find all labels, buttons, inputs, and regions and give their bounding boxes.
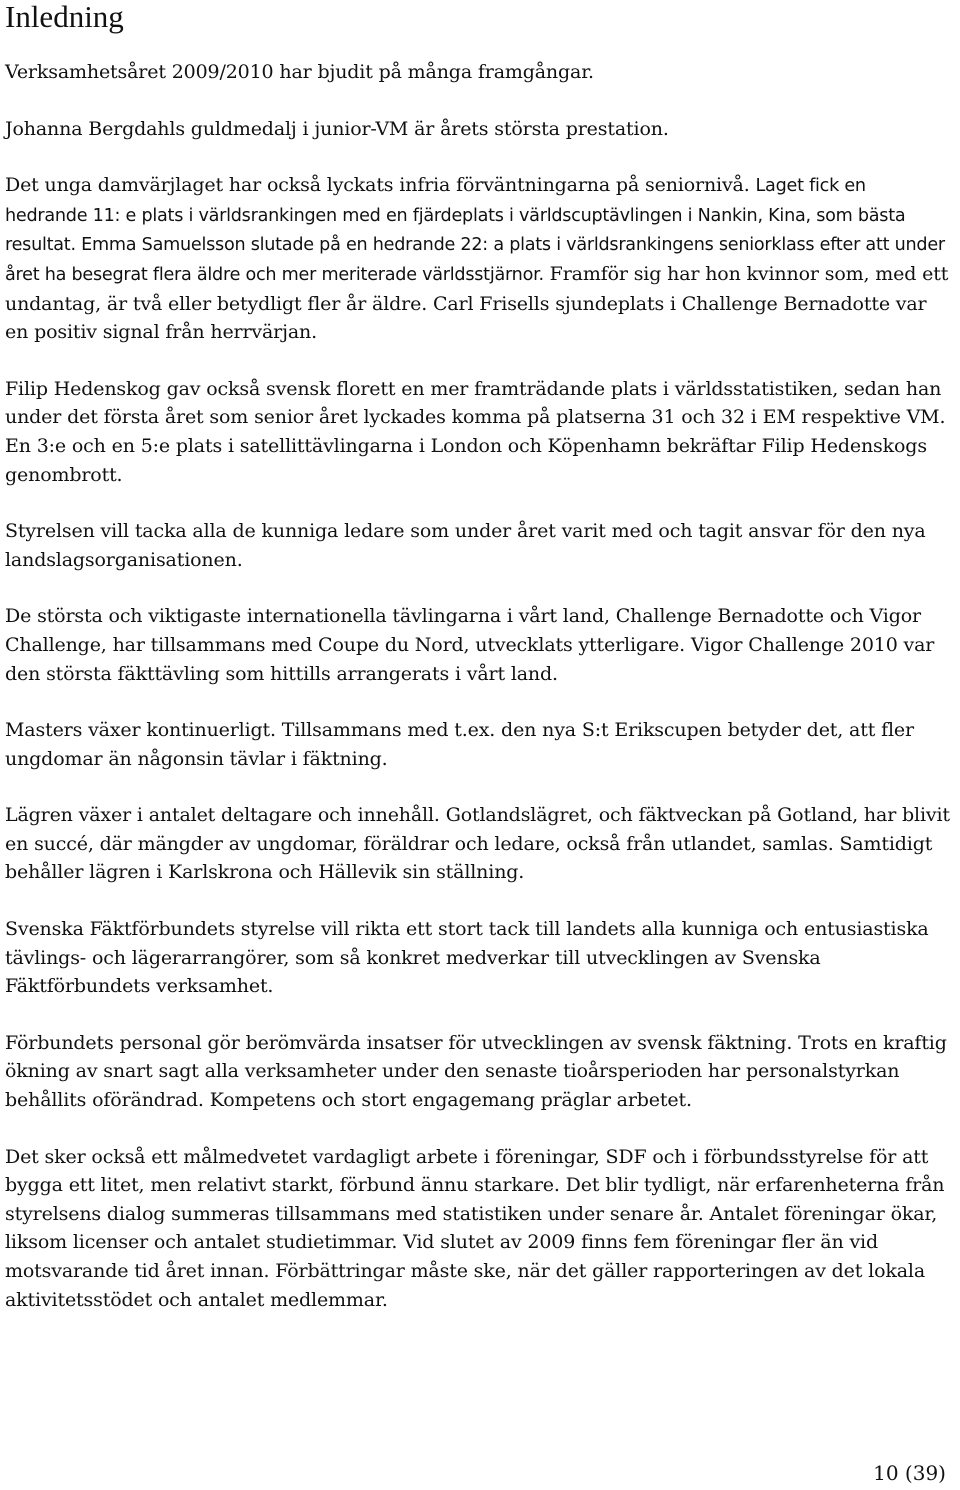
paragraph-filip-hedenskog: Filip Hedenskog gav också svensk florett en mer framträdande plats i världsstatistiken, sedan han under det första året som senior året lyckades komma på platserna 31 och 32 i EM respektive VM. En 3:e och en 5:e plats i satellittävlingarna i London och Köpenhamn bekräftar Filip Hedenskogs genombrott. [5,377,946,486]
paragraph-intro: Verksamhetsåret 2009/2010 har bjudit på många framgångar. [5,61,594,83]
paragraph-masters: Masters växer kontinuerligt. Tillsammans med t.ex. den nya S:t Erikscupen betyder det, att fler ungdomar än någonsin tävlar i fäktning. [5,719,914,770]
paragraph-johanna: Johanna Bergdahls guldmedalj i junior-VM är årets största prestation. [5,117,669,140]
paragraph-styrelsen-tack: Styrelsen vill tacka alla de kunniga ledare som under året varit med och tagit ansvar för den nya landslagsorganisationen. [5,520,926,571]
section-heading: Inledning [5,0,124,34]
document-page [5,0,950,1342]
paragraph-arrangorer: Svenska Fäktförbundets styrelse vill rikta ett stort tack till landets alla kunniga och entusiastiska tävlings- och lägerarrangörer, som så konkret medverkar till utvecklingen av Svenska Fäktförbundets verksamhet. [5,918,929,998]
paragraph-lagren: Lägren växer i antalet deltagare och innehåll. Gotlandslägret, och fäktveckan på Gotland, har blivit en succé, där mängder av ungdomar, föräldrar och ledare, också från utlandet, samlas. Samtidigt behåller lägren i Karlskrona och Hällevik sin ställning. [5,804,950,884]
paragraph-damvarjlaget [5,171,950,347]
paragraph-damvarjlaget-part-b: Laget fick en hedrande 11: e plats i världsrankingen med en fjärdeplats i världscuptävlingen i Nankin, Kina, som bästa resultat. Emma Samuelsson slutade på en hedrande 22: a plats i världsrankingens seniorklass efter att under året ha besegrat flera äldre och mer meriterade världsstjärnor. [5,176,945,285]
paragraph-damvarjlaget-part-c: Framför sig har hon kvinnor som, med ett undantag, är två eller betydligt fler år äldre. Carl Frisells sjundeplats i Challenge Bernadotte var en positiv signal från herrvärjan. [5,262,949,344]
paragraph-damvarjlaget-part-a: Det unga damvärjlaget har också lyckats infria förväntningarna på seniornivå. [5,174,756,197]
paragraph-foreningar: Det sker också ett målmedvetet vardagligt arbete i föreningar, SDF och i förbundsstyrelse för att bygga ett litet, men relativt starkt, förbund ännu starkare. Det blir tydligt, när erfarenheterna från styrelsens dialog summeras tillsammans med statistiken under senare år. Antalet föreningar ökar, liksom licenser och antalet studietimmar. Vid slutet av 2009 finns fem föreningar fler än vid motsvarande tid året innan. Förbättringar måste ske, när det gäller rapporteringen av det lokala aktivitetsstödet och antalet medlemmar. [5,1145,945,1311]
paragraph-tavlingar: De största och viktigaste internationella tävlingarna i vårt land, Challenge Bernadotte och Vigor Challenge, har tillsammans med Coupe du Nord, utvecklats ytterligare. Vigor Challenge 2010 var den största fäkttävling som hittills arrangerats i vårt land. [5,605,935,685]
paragraph-personal: Förbundets personal gör berömvärda insatser för utvecklingen av svensk fäktning. Trots en kraftig ökning av snart sagt alla verksamheter under den senaste tioårsperioden har personalstyrkan behållits oförändrad. Kompetens och stort engagemang präglar arbetet. [5,1031,947,1112]
page-number: 10 (39) [873,1461,946,1485]
